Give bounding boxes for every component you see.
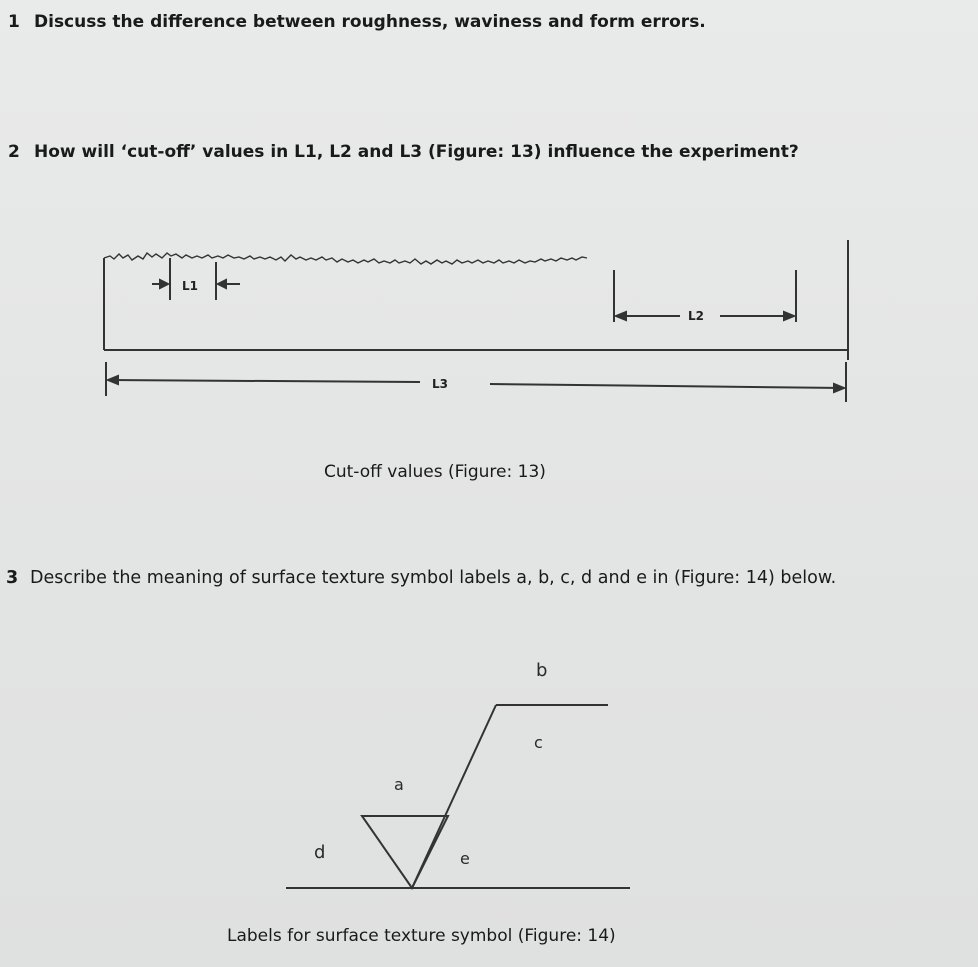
question-2-text: How will ‘cut-off’ values in L1, L2 and L3 (Figure: 13) influence the experiment? — [34, 142, 799, 162]
label-d: d — [314, 842, 326, 863]
question-3-text: Describe the meaning of surface texture symbol labels a, b, c, d and e in (Figure: 14) below. — [30, 568, 837, 588]
fig14-long-leg — [412, 705, 496, 888]
label-c: c — [534, 733, 543, 752]
figure-14-caption: Labels for surface texture symbol (Figure: 14) — [227, 926, 616, 946]
label-l2: L2 — [688, 309, 704, 323]
label-l3: L3 — [432, 377, 448, 391]
question-3-number: 3 — [6, 568, 19, 588]
label-a: a — [394, 775, 404, 794]
question-2-number: 2 — [8, 142, 20, 162]
label-b: b — [536, 660, 548, 681]
label-l1: L1 — [182, 279, 198, 293]
question-1-number: 1 — [8, 12, 20, 32]
question-1-text: Discuss the difference between roughness, waviness and form errors. — [34, 12, 706, 32]
figure-13-caption: Cut-off values (Figure: 13) — [324, 462, 546, 482]
label-e: e — [460, 849, 470, 868]
fig14-triangle — [362, 816, 448, 888]
